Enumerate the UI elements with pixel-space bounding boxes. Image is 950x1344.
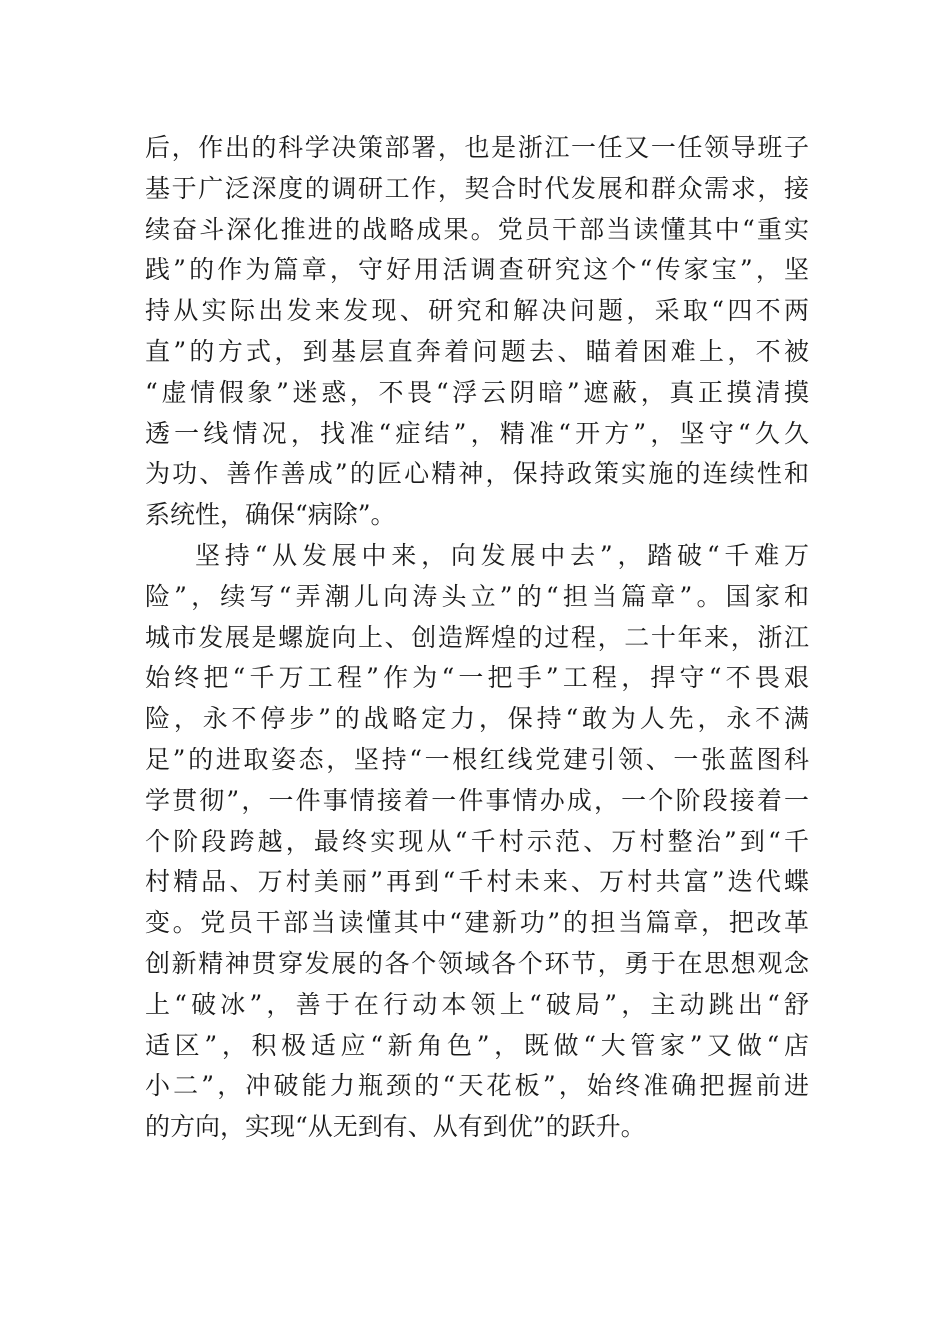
text-line: “虚情假象”迷惑，不畏“浮云阴暗”遮蔽，真正摸清摸 <box>145 377 809 407</box>
paragraph-2 <box>145 536 809 1148</box>
text-line: 的方向，实现“从无到有、从有到优”的跃升。 <box>145 1112 646 1142</box>
text-line: 变。党员干部当读懂其中“建新功”的担当篇章，把改革 <box>145 908 809 938</box>
text-line: 始终把“千万工程”作为“一把手”工程，捍守“不畏艰 <box>145 663 809 693</box>
text-line: 村精品、万村美丽”再到“千村未来、万村共富”迭代蝶 <box>145 867 809 897</box>
text-line: 足”的进取姿态，坚持“一根红线党建引领、一张蓝图科 <box>145 744 809 774</box>
text-line: 上“破冰”，善于在行动本领上“破局”，主动跳出“舒 <box>145 989 809 1019</box>
text-line: 续奋斗深化推进的战略成果。党员干部当读懂其中“重实 <box>145 214 809 244</box>
paragraph-1 <box>145 128 809 536</box>
text-line: 透一线情况，找准“症结”，精准“开方”，坚守“久久 <box>145 418 809 448</box>
text-line: 险，永不停步”的战略定力，保持“敢为人先，永不满 <box>145 704 809 734</box>
text-line: 小二”，冲破能力瓶颈的“天花板”，始终准确把握前进 <box>145 1071 809 1101</box>
text-line: 直”的方式，到基层直奔着问题去、瞄着困难上，不被 <box>145 336 809 366</box>
text-line: 践”的作为篇章，守好用活调查研究这个“传家宝”，坚 <box>145 255 809 285</box>
text-line: 基于广泛深度的调研工作，契合时代发展和群众需求，接 <box>145 173 809 203</box>
text-line: 后，作出的科学决策部署，也是浙江一任又一任领导班子 <box>145 133 809 162</box>
text-line: 个阶段跨越，最终实现从“千村示范、万村整治”到“千 <box>145 826 809 856</box>
text-line: 学贯彻”，一件事情接着一件事情办成，一个阶段接着一 <box>145 785 809 815</box>
text-line: 持从实际出发来发现、研究和解决问题，采取“四不两 <box>145 296 809 326</box>
text-line: 为功、善作善成”的匠心精神，保持政策实施的连续性和 <box>145 459 809 489</box>
text-line: 系统性，确保“病除”。 <box>145 500 396 530</box>
body-text <box>145 128 809 1148</box>
text-line: 险”，续写“弄潮儿向涛头立”的“担当篇章”。国家和 <box>145 581 809 611</box>
text-line: 坚持“从发展中来，向发展中去”，踏破“千难万 <box>195 540 809 570</box>
text-line: 创新精神贯穿发展的各个领域各个环节，勇于在思想观念 <box>145 948 809 978</box>
text-line: 城市发展是螺旋向上、创造辉煌的过程，二十年来，浙江 <box>145 622 809 652</box>
text-line: 适区”，积极适应“新角色”，既做“大管家”又做“店 <box>145 1030 809 1060</box>
